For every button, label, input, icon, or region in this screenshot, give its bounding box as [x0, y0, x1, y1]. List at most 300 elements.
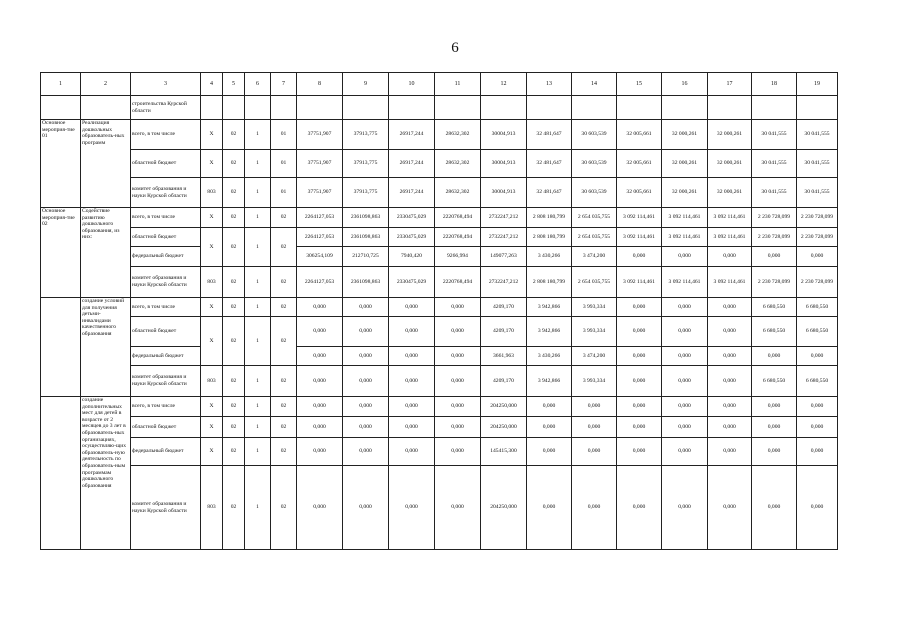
code-cell: 1 — [245, 228, 271, 267]
value-cell: Х — [201, 120, 223, 150]
column-header: 16 — [662, 73, 708, 96]
value-cell: 0,000 — [297, 298, 343, 317]
code-cell: 1 — [245, 317, 271, 366]
recipient-cell: комитет образования и науки Курской области — [131, 466, 201, 550]
value-cell: 0,000 — [662, 347, 708, 366]
value-cell: 3661,963 — [481, 347, 527, 366]
recipient-cell: областной бюджет — [131, 150, 201, 178]
table-row — [41, 178, 838, 208]
value-cell: 2 230 728,099 — [797, 228, 838, 247]
value-cell: 02 — [271, 298, 297, 317]
value-cell: 3 092 114,461 — [617, 228, 662, 247]
value-cell: 2 808 180,799 — [527, 267, 572, 298]
value-cell: 01 — [271, 150, 297, 178]
value-cell: 0,000 — [708, 466, 752, 550]
value-cell: 4209,170 — [481, 366, 527, 397]
table-cell — [271, 96, 297, 120]
value-cell: 30 603,539 — [572, 150, 617, 178]
value-cell: 0,000 — [297, 317, 343, 347]
value-cell: 0,000 — [435, 298, 481, 317]
table-cell — [81, 96, 131, 120]
value-cell: 0,000 — [527, 417, 572, 438]
value-cell: 0,000 — [617, 438, 662, 466]
column-header: 8 — [297, 73, 343, 96]
value-cell: 1 — [245, 438, 271, 466]
value-cell: 149077,263 — [481, 247, 527, 267]
value-cell: 0,000 — [343, 466, 389, 550]
value-cell: 37751,907 — [297, 178, 343, 208]
recipient-cell: всего, в том числе — [131, 208, 201, 228]
value-cell: 1 — [245, 178, 271, 208]
value-cell: 0,000 — [708, 397, 752, 417]
table-row — [41, 120, 838, 150]
code-cell: 02 — [223, 317, 245, 366]
code-cell: Х — [201, 317, 223, 366]
value-cell: 1 — [245, 298, 271, 317]
value-cell: 3 092 114,461 — [708, 208, 752, 228]
value-cell: 2220768,494 — [435, 267, 481, 298]
value-cell: 2 230 728,099 — [752, 267, 797, 298]
value-cell: 37913,775 — [343, 150, 389, 178]
recipient-cell: областной бюджет — [131, 317, 201, 347]
value-cell: 0,000 — [435, 466, 481, 550]
value-cell: 0,000 — [752, 247, 797, 267]
value-cell: 0,000 — [617, 466, 662, 550]
value-cell: 32 481,647 — [527, 120, 572, 150]
value-cell: 0,000 — [297, 466, 343, 550]
value-cell: 6 680,550 — [797, 366, 838, 397]
value-cell: 37913,775 — [343, 120, 389, 150]
code-cell: 02 — [271, 228, 297, 267]
value-cell: 9266,994 — [435, 247, 481, 267]
column-header: 13 — [527, 73, 572, 96]
value-cell: 0,000 — [435, 317, 481, 347]
value-cell: 02 — [223, 150, 245, 178]
table-cell — [527, 96, 572, 120]
value-cell: 0,000 — [662, 366, 708, 397]
table-cell — [343, 96, 389, 120]
table-cell — [389, 96, 435, 120]
value-cell: 0,000 — [389, 397, 435, 417]
table-row — [41, 96, 838, 120]
value-cell: 204250,000 — [481, 417, 527, 438]
value-cell: 02 — [271, 417, 297, 438]
value-cell: 1 — [245, 120, 271, 150]
table-row — [41, 73, 838, 96]
value-cell: 7940,420 — [389, 247, 435, 267]
column-header: 18 — [752, 73, 797, 96]
value-cell: 28632,302 — [435, 178, 481, 208]
value-cell: 0,000 — [752, 417, 797, 438]
value-cell: 2330475,029 — [389, 228, 435, 247]
recipient-cell: строительства Курской области — [131, 96, 201, 120]
value-cell: 3 092 114,461 — [708, 228, 752, 247]
value-cell: 4209,170 — [481, 298, 527, 317]
table-cell — [41, 298, 81, 397]
value-cell: 37913,775 — [343, 178, 389, 208]
value-cell: 0,000 — [297, 438, 343, 466]
value-cell: 02 — [271, 267, 297, 298]
measure-code: Основное мероприя-тие 01 — [41, 120, 81, 208]
table-row — [41, 208, 838, 228]
value-cell: 0,000 — [708, 247, 752, 267]
value-cell: 6 680,550 — [752, 298, 797, 317]
column-header: 9 — [343, 73, 389, 96]
value-cell: 0,000 — [797, 466, 838, 550]
value-cell: 0,000 — [389, 466, 435, 550]
value-cell: 0,000 — [708, 317, 752, 347]
table-cell — [435, 96, 481, 120]
value-cell: 0,000 — [617, 298, 662, 317]
value-cell: 02 — [223, 438, 245, 466]
value-cell: 02 — [223, 298, 245, 317]
value-cell: 3 942,866 — [527, 317, 572, 347]
value-cell: 6 680,550 — [797, 298, 838, 317]
measure-title: Содействие развитию дошкольного образования, из них: — [81, 208, 131, 298]
value-cell: 212710,725 — [343, 247, 389, 267]
value-cell: 0,000 — [662, 298, 708, 317]
value-cell: 306254,109 — [297, 247, 343, 267]
value-cell: 0,000 — [435, 397, 481, 417]
measure-title: создание условий для получения детьми-инвалидами качественного образования — [81, 298, 131, 397]
value-cell: 3 092 114,461 — [617, 208, 662, 228]
value-cell: 02 — [271, 397, 297, 417]
column-header: 7 — [271, 73, 297, 96]
value-cell: 02 — [223, 397, 245, 417]
value-cell: 3 092 114,461 — [662, 208, 708, 228]
value-cell: 0,000 — [435, 347, 481, 366]
value-cell: 02 — [271, 438, 297, 466]
value-cell: 0,000 — [435, 417, 481, 438]
value-cell: 0,000 — [389, 347, 435, 366]
value-cell: 1 — [245, 150, 271, 178]
table-cell — [572, 96, 617, 120]
column-header: 15 — [617, 73, 662, 96]
table-cell — [201, 96, 223, 120]
value-cell: 32 000,261 — [662, 150, 708, 178]
value-cell: Х — [201, 208, 223, 228]
value-cell: 3 993,334 — [572, 366, 617, 397]
recipient-cell: областной бюджет — [131, 228, 201, 247]
measure-code: Основное мероприя-тие 02 — [41, 208, 81, 298]
table-cell — [41, 96, 81, 120]
value-cell: 803 — [201, 366, 223, 397]
value-cell: 2361098,863 — [343, 267, 389, 298]
value-cell: 0,000 — [797, 247, 838, 267]
column-header: 17 — [708, 73, 752, 96]
value-cell: 2361098,863 — [343, 208, 389, 228]
value-cell: 32 005,661 — [617, 120, 662, 150]
value-cell: 32 000,261 — [662, 120, 708, 150]
value-cell: 2330475,029 — [389, 267, 435, 298]
value-cell: 32 481,647 — [527, 178, 572, 208]
value-cell: 3 993,334 — [572, 298, 617, 317]
value-cell: 2 808 180,799 — [527, 208, 572, 228]
column-header: 2 — [81, 73, 131, 96]
value-cell: 2 808 180,799 — [527, 228, 572, 247]
value-cell: 0,000 — [389, 366, 435, 397]
value-cell: 3 942,866 — [527, 366, 572, 397]
value-cell: 30 041,555 — [752, 178, 797, 208]
value-cell: 0,000 — [297, 397, 343, 417]
value-cell: 0,000 — [297, 347, 343, 366]
value-cell: 0,000 — [617, 247, 662, 267]
value-cell: 0,000 — [708, 347, 752, 366]
value-cell: 02 — [223, 267, 245, 298]
value-cell: 0,000 — [617, 366, 662, 397]
value-cell: 26917,244 — [389, 150, 435, 178]
recipient-cell: областной бюджет — [131, 417, 201, 438]
value-cell: 30004,913 — [481, 178, 527, 208]
value-cell: 37751,907 — [297, 150, 343, 178]
table-cell — [708, 96, 752, 120]
value-cell: 02 — [223, 366, 245, 397]
value-cell: 30 041,555 — [797, 120, 838, 150]
table-cell — [297, 96, 343, 120]
value-cell: 6 680,550 — [797, 317, 838, 347]
value-cell: 2 654 035,755 — [572, 228, 617, 247]
value-cell: 803 — [201, 466, 223, 550]
value-cell: 02 — [223, 466, 245, 550]
recipient-cell: комитет образования и науки Курской области — [131, 366, 201, 397]
value-cell: 0,000 — [617, 347, 662, 366]
value-cell: 32 005,661 — [617, 178, 662, 208]
value-cell: 0,000 — [343, 438, 389, 466]
budget-table — [40, 72, 838, 550]
table-cell — [662, 96, 708, 120]
column-header: 3 — [131, 73, 201, 96]
value-cell: 0,000 — [389, 417, 435, 438]
value-cell: 30004,913 — [481, 150, 527, 178]
value-cell: 803 — [201, 267, 223, 298]
table-row — [41, 247, 838, 267]
value-cell: Х — [201, 150, 223, 178]
value-cell: 0,000 — [343, 317, 389, 347]
value-cell: 0,000 — [343, 417, 389, 438]
value-cell: 0,000 — [662, 317, 708, 347]
value-cell: 0,000 — [662, 397, 708, 417]
value-cell: 0,000 — [617, 397, 662, 417]
value-cell: 2 230 728,099 — [752, 208, 797, 228]
value-cell: 30 041,555 — [797, 150, 838, 178]
value-cell: 803 — [201, 178, 223, 208]
table-row — [41, 228, 838, 247]
value-cell: 2 654 035,755 — [572, 267, 617, 298]
value-cell: 02 — [223, 178, 245, 208]
value-cell: Х — [201, 397, 223, 417]
column-header: 10 — [389, 73, 435, 96]
table-row — [41, 317, 838, 347]
value-cell: Х — [201, 298, 223, 317]
value-cell: 3 942,866 — [527, 298, 572, 317]
code-cell: 02 — [271, 317, 297, 366]
table-row — [41, 366, 838, 397]
value-cell: 0,000 — [389, 438, 435, 466]
recipient-cell: федеральный бюджет — [131, 438, 201, 466]
value-cell: 3 092 114,461 — [617, 267, 662, 298]
recipient-cell: федеральный бюджет — [131, 347, 201, 366]
value-cell: 0,000 — [708, 438, 752, 466]
value-cell: 0,000 — [662, 438, 708, 466]
value-cell: 2 230 728,099 — [797, 267, 838, 298]
value-cell: 2264127,053 — [297, 267, 343, 298]
table-cell — [752, 96, 797, 120]
value-cell: 2330475,029 — [389, 208, 435, 228]
value-cell: 0,000 — [343, 366, 389, 397]
recipient-cell: всего, в том числе — [131, 397, 201, 417]
value-cell: 02 — [223, 208, 245, 228]
column-header: 5 — [223, 73, 245, 96]
value-cell: 0,000 — [572, 466, 617, 550]
table-row — [41, 267, 838, 298]
value-cell: 0,000 — [389, 317, 435, 347]
value-cell: 0,000 — [797, 438, 838, 466]
value-cell: 0,000 — [527, 438, 572, 466]
value-cell: 1 — [245, 466, 271, 550]
table-cell — [617, 96, 662, 120]
column-header: 6 — [245, 73, 271, 96]
value-cell: 0,000 — [527, 466, 572, 550]
table-row — [41, 347, 838, 366]
value-cell: 0,000 — [343, 298, 389, 317]
value-cell: 3 092 114,461 — [662, 267, 708, 298]
value-cell: 0,000 — [297, 366, 343, 397]
value-cell: 0,000 — [572, 417, 617, 438]
value-cell: 6 680,550 — [752, 366, 797, 397]
recipient-cell: комитет образования и науки Курской области — [131, 267, 201, 298]
value-cell: 3 430,266 — [527, 247, 572, 267]
value-cell: 30 041,555 — [752, 120, 797, 150]
value-cell: 2 654 035,755 — [572, 208, 617, 228]
value-cell: 1 — [245, 417, 271, 438]
value-cell: 0,000 — [752, 438, 797, 466]
value-cell: 01 — [271, 178, 297, 208]
recipient-cell: всего, в том числе — [131, 298, 201, 317]
value-cell: 0,000 — [708, 298, 752, 317]
recipient-cell: комитет образования и науки Курской области — [131, 178, 201, 208]
column-header: 1 — [41, 73, 81, 96]
value-cell: 1 — [245, 267, 271, 298]
value-cell: 0,000 — [662, 417, 708, 438]
recipient-cell: всего, в том числе — [131, 120, 201, 150]
value-cell: 02 — [271, 366, 297, 397]
column-header: 4 — [201, 73, 223, 96]
value-cell: 02 — [223, 417, 245, 438]
value-cell: 26917,244 — [389, 120, 435, 150]
table-row — [41, 150, 838, 178]
value-cell: 3 474,200 — [572, 247, 617, 267]
code-cell: 02 — [223, 228, 245, 267]
table-row — [41, 397, 838, 417]
value-cell: 32 481,647 — [527, 150, 572, 178]
measure-title: создание дополнительных мест для детей в возрасте от 2 месяцев до 3 лет в образователь-ных организациях, осуществляю-щих образователь-ную деятельность по образователь-ным программам дошкольного образования — [81, 397, 131, 550]
value-cell: 2 230 728,099 — [752, 228, 797, 247]
value-cell: 0,000 — [662, 466, 708, 550]
value-cell: 32 000,261 — [708, 120, 752, 150]
table-cell — [223, 96, 245, 120]
value-cell: 32 005,661 — [617, 150, 662, 178]
value-cell: 26917,244 — [389, 178, 435, 208]
value-cell: 0,000 — [343, 347, 389, 366]
value-cell: 1 — [245, 366, 271, 397]
value-cell: 30 041,555 — [797, 178, 838, 208]
value-cell: 204250,000 — [481, 397, 527, 417]
value-cell: 2264127,053 — [297, 208, 343, 228]
value-cell: 0,000 — [343, 397, 389, 417]
value-cell: Х — [201, 417, 223, 438]
value-cell: 02 — [271, 208, 297, 228]
value-cell: 02 — [271, 466, 297, 550]
value-cell: 145415,300 — [481, 438, 527, 466]
table-row — [41, 298, 838, 317]
table-cell — [245, 96, 271, 120]
value-cell: 30 041,555 — [752, 150, 797, 178]
recipient-cell: федеральный бюджет — [131, 247, 201, 267]
value-cell: 30 603,539 — [572, 120, 617, 150]
value-cell: 30 603,539 — [572, 178, 617, 208]
value-cell: 6 680,550 — [752, 317, 797, 347]
code-cell: Х — [201, 228, 223, 267]
value-cell: 0,000 — [617, 417, 662, 438]
value-cell: 3 092 114,461 — [708, 267, 752, 298]
value-cell: 28632,302 — [435, 150, 481, 178]
value-cell: 0,000 — [708, 366, 752, 397]
value-cell: 0,000 — [797, 347, 838, 366]
value-cell: 2264127,053 — [297, 228, 343, 247]
value-cell: 1 — [245, 208, 271, 228]
value-cell: 0,000 — [435, 438, 481, 466]
value-cell: 0,000 — [297, 417, 343, 438]
value-cell: 2 230 728,099 — [797, 208, 838, 228]
column-header: 19 — [797, 73, 838, 96]
value-cell: 2220768,494 — [435, 228, 481, 247]
value-cell: 32 000,261 — [708, 178, 752, 208]
table-row — [41, 417, 838, 438]
value-cell: 0,000 — [389, 298, 435, 317]
value-cell: 0,000 — [708, 417, 752, 438]
value-cell: 30004,913 — [481, 120, 527, 150]
value-cell: 2732247,212 — [481, 267, 527, 298]
value-cell: 0,000 — [572, 438, 617, 466]
value-cell: 2220768,494 — [435, 208, 481, 228]
table-cell — [481, 96, 527, 120]
value-cell: 3 474,200 — [572, 347, 617, 366]
table-row — [41, 438, 838, 466]
column-header: 12 — [481, 73, 527, 96]
value-cell: 0,000 — [572, 397, 617, 417]
measure-title: Реализация дошкольных образователь-ных программ — [81, 120, 131, 208]
value-cell: 3 430,266 — [527, 347, 572, 366]
value-cell: 0,000 — [797, 417, 838, 438]
value-cell: 01 — [271, 120, 297, 150]
value-cell: 0,000 — [752, 347, 797, 366]
value-cell: 2732247,212 — [481, 208, 527, 228]
value-cell: 0,000 — [752, 466, 797, 550]
table-row — [41, 466, 838, 550]
column-header: 14 — [572, 73, 617, 96]
page-number: 6 — [451, 40, 459, 56]
value-cell: 0,000 — [752, 397, 797, 417]
column-header: 11 — [435, 73, 481, 96]
value-cell: 32 000,261 — [662, 178, 708, 208]
value-cell: 28632,302 — [435, 120, 481, 150]
value-cell: 32 000,261 — [708, 150, 752, 178]
value-cell: 37751,907 — [297, 120, 343, 150]
value-cell: 2361098,863 — [343, 228, 389, 247]
value-cell: 02 — [223, 120, 245, 150]
value-cell: 2732247,212 — [481, 228, 527, 247]
table-cell — [41, 397, 81, 550]
